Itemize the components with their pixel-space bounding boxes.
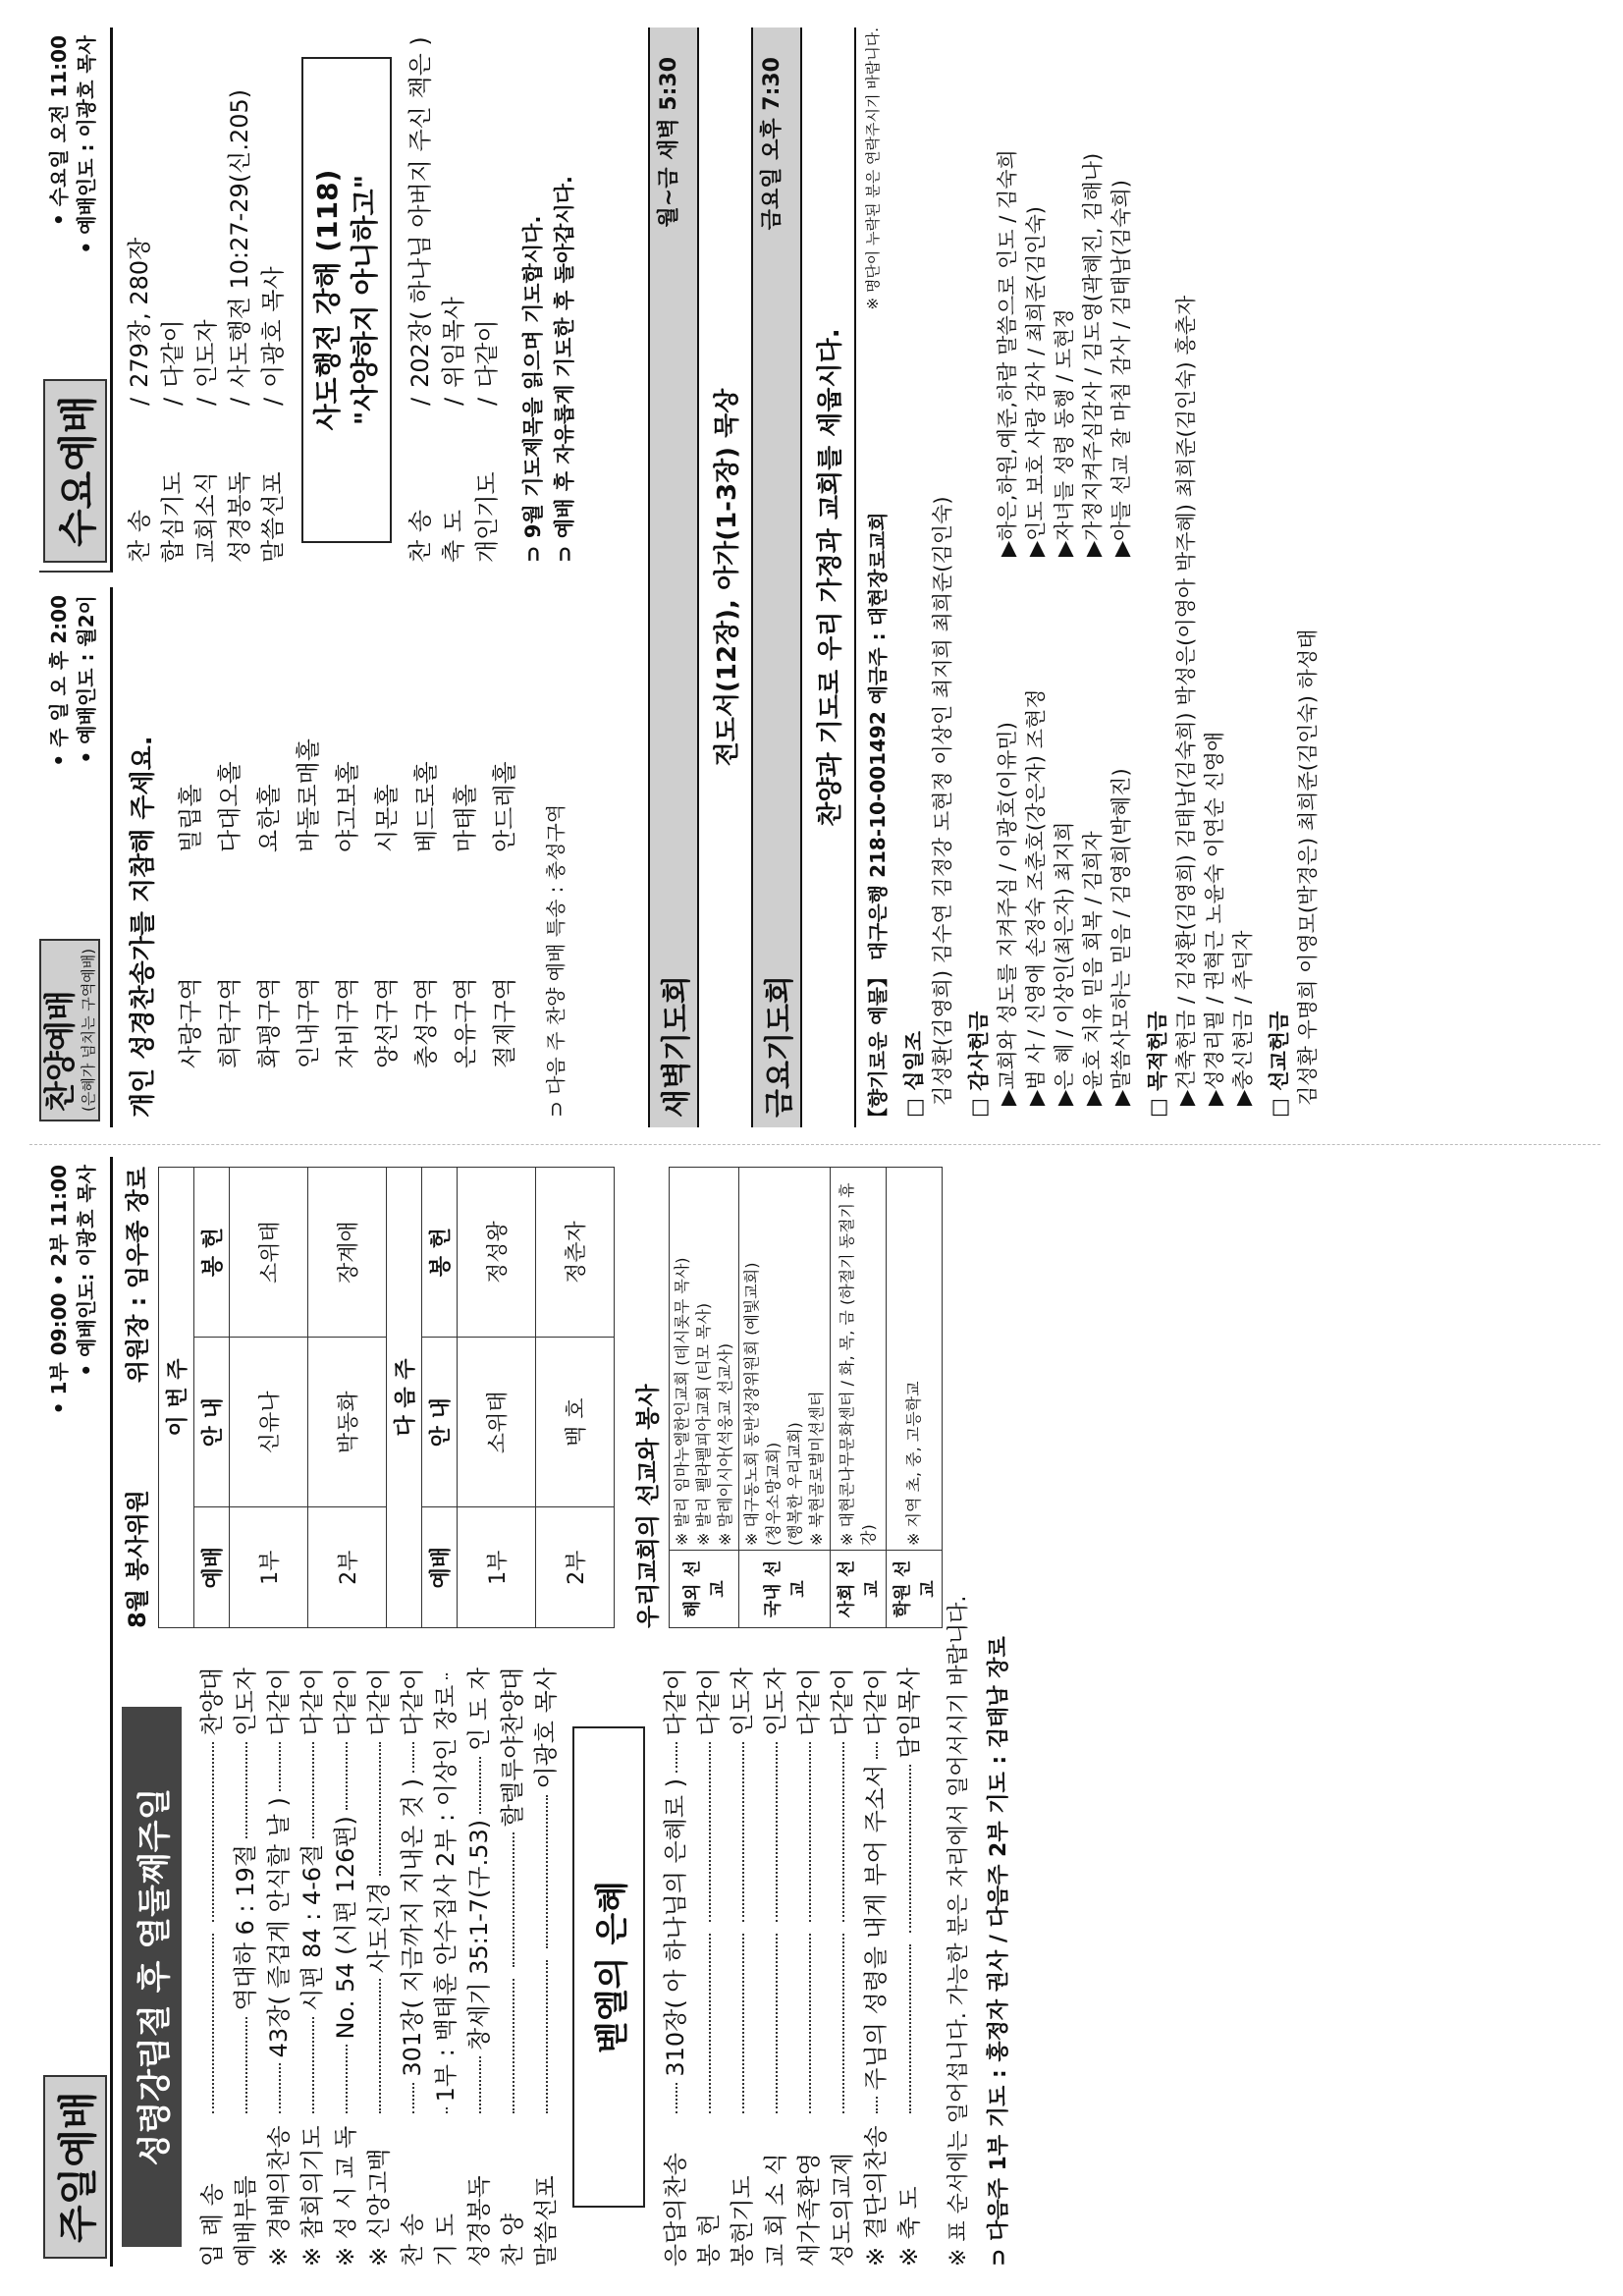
order-responsible: 인 도 자 — [465, 1667, 493, 1751]
district-hall: 시몬홀 — [373, 784, 401, 852]
order-separator: / — [159, 397, 187, 406]
order-label: 찬 양 — [499, 2214, 526, 2267]
order-separator: / — [473, 397, 501, 406]
table-cell: 소위태 — [230, 1168, 308, 1338]
leader-dots — [842, 1742, 844, 1922]
district-name: 절제구역 — [491, 977, 518, 1068]
order-responsible: 인도자 — [762, 1667, 789, 1736]
order-responsible: 다같이 — [695, 1667, 723, 1736]
mission-item: (행복한 우리교회) — [785, 1422, 804, 1546]
order-value: 202장( 하나님 아버지 주신 책은 ) — [406, 36, 434, 388]
table-cell: 정성왕 — [458, 1168, 536, 1338]
table-cell: 소위태 — [458, 1338, 536, 1507]
order-responsible: 다같이 — [862, 1667, 890, 1736]
service-team-column — [118, 1167, 943, 1628]
order-value: 역대하 6 : 19절 — [232, 1844, 259, 2011]
offering-lines — [994, 27, 1136, 1106]
order-label: 교 회 소 식 — [762, 2153, 789, 2267]
offering-line: ▶교회와 성도를 지켜주심 / 이광호(이유민) — [996, 722, 1019, 1106]
offering-line: ▶성경리필 / 권혁근 노윤숙 이연순 신영애 — [1203, 731, 1226, 1106]
leader-dots — [479, 1757, 481, 1814]
sunday-leader: • 예배인도: 이광호 목사 — [75, 1165, 98, 1377]
offering-section-title: □ 감사헌금 — [967, 1011, 991, 1118]
mission-items — [670, 1168, 739, 1551]
wednesday-order-list — [123, 27, 290, 563]
order-row — [156, 27, 189, 563]
order-row — [826, 1667, 859, 2267]
col-offering: 봉 헌 — [422, 1168, 458, 1338]
order-value: 1부 : 백태훈 안수집사 2부 : 이상인 장로 — [432, 1684, 460, 2103]
leader-dots — [412, 2083, 414, 2113]
order-row — [329, 1667, 362, 2267]
offering-line: ▶충신헌금 / 추덕자 — [1231, 930, 1255, 1106]
leader-dots — [245, 2017, 247, 2113]
praise-title: 찬양예배 — [41, 990, 79, 1112]
order-label: 기 도 — [432, 2214, 460, 2267]
table-cell: 백 호 — [536, 1338, 615, 1507]
prayer-and-offering-section — [648, 27, 1323, 1127]
order-value: 사도신경 — [365, 1882, 393, 1974]
leader-dots — [279, 1742, 281, 1792]
service-chair: 위원장 : 임우종 장로 — [124, 1167, 151, 1384]
wednesday-worship-section — [39, 27, 580, 573]
offering-line: ▶아들 선교 잘 마침 감사 / 김태남(김숙희) — [1109, 180, 1133, 557]
order-row — [123, 27, 156, 563]
wednesday-sermon-series: 사도행전 강해 (118) — [311, 169, 344, 431]
order-separator: / — [259, 397, 287, 406]
order-responsible: 다같이 — [365, 1667, 393, 1736]
leader-dots — [809, 1742, 811, 1922]
leader-dots — [412, 1742, 414, 1773]
order-separator: / — [440, 397, 467, 406]
leader-dots — [513, 1832, 514, 1967]
order-label: ※ 결단의찬송 — [862, 2125, 890, 2267]
order-row — [189, 27, 223, 563]
next-week-label: 다 음 주 — [387, 1168, 422, 1628]
leader-dots — [842, 1934, 844, 2113]
order-value: 시편 84 : 4-6절 — [298, 1843, 326, 2011]
leader-dots — [446, 1673, 448, 1679]
sunday-theme: 성령강림절 후 열둘째주일 — [122, 1707, 182, 2247]
wednesday-sermon-box — [301, 57, 392, 543]
missions-table — [669, 1167, 943, 1628]
col-guide: 안 내 — [194, 1338, 230, 1507]
sunday-footer-prayer: ⊃ 다음주 1부 기도 : 홍정자 권사 / 다음주 2부 기도 : 김태남 장로 — [987, 1636, 1011, 2267]
order-row — [792, 1667, 826, 2267]
order-responsible: 다같이 — [298, 1667, 326, 1736]
offering-sections — [900, 27, 1323, 1118]
leader-dots — [546, 1960, 548, 2113]
order-label: 합심기도 — [159, 471, 187, 563]
mission-items — [887, 1168, 943, 1551]
offering-line: ▶건축헌금 / 김성환(김영희) 김태남(김숙희) 박성은(이영아 박주혜) 최희준(김인숙) 홍춘자 — [1174, 295, 1198, 1106]
order-responsible: 담임목사 — [895, 1667, 923, 1759]
leader-dots — [479, 2056, 481, 2113]
sunday-times-block — [45, 1165, 100, 1414]
mission-item: ※ 대현콘나무문화센터 / 화, 목, 금 (하절기 동절기 휴강) — [838, 1182, 878, 1546]
order-value: No. 54 (시편 126편) — [332, 1816, 359, 2040]
order-row — [659, 1667, 692, 2267]
order-row — [429, 1667, 462, 2267]
order-row — [296, 1667, 329, 2267]
order-row — [262, 1667, 296, 2267]
order-label: 봉 헌 — [695, 2214, 723, 2267]
order-row — [404, 27, 437, 563]
offering-line: 김성환 우명희 이영모(박경은) 최희준(김인숙) 하성태 — [1296, 629, 1320, 1106]
district-row — [328, 587, 367, 1068]
order-separator: / — [192, 397, 220, 406]
leader-dots — [742, 1934, 744, 2113]
sunday-footer-note: ※ 표 순서에는 일어섭니다. 가능한 분은 자리에서 일어서시기 바랍니다. — [947, 1595, 971, 2267]
order-responsible: 다같이 — [399, 1667, 426, 1736]
leader-dots — [279, 2063, 281, 2113]
district-hall: 빌립홀 — [177, 784, 204, 852]
offering-account: 【향기로운 예물】 대구은행 218-10-001492 예금주 : 대현장로교회 — [866, 512, 890, 1127]
order-responsible: 인도자 — [232, 1667, 259, 1736]
district-name: 자비구역 — [334, 977, 361, 1068]
leader-dots — [379, 1979, 381, 2113]
district-row — [210, 587, 249, 1068]
order-label: 성경봉독 — [465, 2175, 493, 2267]
order-row — [437, 27, 470, 563]
sunday-times: • 1부 09:00 • 2부 11:00 — [47, 1165, 71, 1415]
praise-intro: 개인 성경찬송가를 지참해 주세요. — [129, 736, 158, 1118]
order-separator: / — [226, 397, 253, 406]
offering-line: ▶범 사 / 신영애 손정숙 조춘호(강은자) 조현정 — [1024, 688, 1048, 1106]
district-row — [485, 587, 524, 1068]
offering-line: ▶말씀사모하는 믿음 / 김영희(박혜진) — [1109, 768, 1133, 1106]
order-label: ※ 성 시 교 독 — [332, 2125, 359, 2267]
order-responsible: 찬양대 — [198, 1667, 226, 1736]
col-guide: 안 내 — [422, 1338, 458, 1507]
mission-category: 해외 선교 — [670, 1551, 739, 1628]
page-divider — [29, 1144, 1600, 1145]
sunday-order-list — [195, 1667, 563, 2267]
offering-line: 김성환(김영희) 김수연 김정강 도현정 이상인 최지희 최희준(김인숙) — [931, 496, 954, 1106]
leader-dots — [312, 2017, 314, 2113]
district-name: 온유구역 — [452, 977, 479, 1068]
order-value: 이광호 목사 — [259, 266, 287, 388]
table-cell: 박동화 — [308, 1338, 387, 1507]
mission-item: ※ 북현골로벌미션센터 — [807, 1391, 826, 1546]
leader-dots — [709, 1742, 711, 1922]
offering-line: ▶하은,하원,예준,하람 말씀으로 인도 / 김숙희 — [996, 149, 1019, 557]
order-value: 279장, 280장 — [126, 237, 153, 388]
mission-item: (청우소망교회) — [764, 1442, 783, 1546]
col-worship: 예배 — [194, 1507, 230, 1628]
order-row — [362, 1667, 396, 2267]
friday-text: 찬양과 기도로 우리 가정과 교회를 세웁시다. — [816, 328, 845, 827]
order-value: 다같이 — [473, 319, 501, 388]
district-hall: 바돌로매홀 — [295, 738, 322, 852]
order-label: ※ 참회의기도 — [298, 2125, 326, 2267]
order-value: 301장( 지금까지 지내온 것 ) — [399, 1777, 426, 2077]
order-label: 입 례 송 — [198, 2183, 226, 2267]
order-label: 찬 송 — [126, 510, 153, 563]
order-label: 말씀선포 — [532, 2175, 560, 2267]
district-name: 양선구역 — [373, 977, 401, 1068]
order-separator: / — [126, 397, 153, 406]
order-label: 개인기도 — [473, 471, 501, 563]
order-value: 창세기 35:1-7(구.53) — [465, 1819, 493, 2050]
mission-items — [739, 1168, 831, 1551]
leader-dots — [513, 1979, 514, 2113]
praise-worship-section — [39, 587, 568, 1127]
order-row — [859, 1667, 893, 2267]
offering-line: ▶인도 보호 사랑 감사 / 최희준(김인숙) — [1024, 206, 1048, 557]
offering-line: ▶자녀들 성령 동행 / 도현정 — [1053, 308, 1076, 557]
mission-category: 학원 선교 — [887, 1551, 943, 1628]
col-offering: 봉 헌 — [194, 1168, 230, 1338]
order-row — [529, 1667, 563, 2267]
order-label: 교회소식 — [192, 471, 220, 563]
order-row — [726, 1667, 759, 2267]
order-value: 주님의 성령을 내게 부어 주소서 — [862, 1764, 890, 2091]
offering-section-title: □ 선교헌금 — [1268, 1011, 1291, 1118]
leader-dots — [676, 1742, 677, 1773]
weekly-services-panel — [39, 27, 1600, 1127]
table-cell: 2부 — [308, 1507, 387, 1628]
order-value: 위임목사 — [440, 297, 467, 388]
friday-title: 금요기도회 — [763, 975, 797, 1118]
order-responsible: 인도자 — [729, 1667, 756, 1736]
order-value: 인도자 — [192, 319, 220, 388]
district-name: 사랑구역 — [177, 977, 204, 1068]
order-separator: / — [406, 397, 434, 406]
district-row — [171, 587, 210, 1068]
mission-item: ※ 발리 임마누엘한인교회 (데시롯무 목사) — [673, 1257, 691, 1546]
district-row — [289, 587, 328, 1068]
missions-title: 우리교회의 선교와 봉사 — [634, 1384, 662, 1628]
order-label: ※ 축 도 — [895, 2186, 923, 2267]
district-list — [171, 587, 524, 1068]
order-responsible: 다같이 — [829, 1667, 856, 1736]
wednesday-times: • 수요일 오전 11:00 — [47, 35, 71, 226]
order-row — [195, 1667, 229, 2267]
order-label: 새가족환영 — [795, 2153, 823, 2267]
leader-dots — [809, 1934, 811, 2113]
order-row — [229, 1667, 262, 2267]
order-row — [692, 1667, 726, 2267]
leader-dots — [346, 2045, 348, 2113]
offering-note: ※ 명단이 누락된 분은 연락주시기 바랍니다. — [864, 27, 882, 310]
district-hall: 베드로홀 — [412, 761, 440, 852]
leader-dots — [876, 2097, 878, 2113]
praise-times: • 주 일 오 후 2:00 — [47, 595, 71, 767]
offering-line: ▶은 혜 / 이상인(최은자) 최지희 — [1053, 821, 1076, 1106]
district-row — [446, 587, 485, 1068]
district-hall: 안드레홀 — [491, 761, 518, 852]
leader-dots — [446, 2107, 448, 2113]
order-row — [462, 1667, 496, 2267]
leader-dots — [212, 1934, 214, 2113]
wednesday-note: ⊃ 예배 후 자유롭게 기도한 후 돌아갑시다. — [553, 175, 576, 563]
mission-item: ※ 대구동노회 동반성장위원회 (예빛교회) — [742, 1262, 761, 1546]
leader-dots — [776, 1934, 778, 2113]
order-row — [759, 1667, 792, 2267]
mission-item: ※ 지역 초, 중, 고등학교 — [904, 1381, 923, 1546]
leader-dots — [909, 1765, 911, 1934]
dawn-title: 새벽기도회 — [660, 975, 694, 1118]
leader-dots — [709, 1934, 711, 2113]
district-hall: 다대오홀 — [216, 761, 243, 852]
service-month-title: 8월 봉사위원 — [124, 1490, 151, 1628]
order-value: 43장( 즐겁게 안식할 날 ) — [265, 1797, 293, 2058]
order-row — [256, 27, 290, 563]
leader-dots — [312, 1742, 314, 1838]
order-responsible: 다같이 — [332, 1667, 359, 1736]
table-cell: 장계애 — [308, 1168, 387, 1338]
leader-dots — [909, 1944, 911, 2113]
offering-lines — [929, 27, 957, 1106]
district-name: 희락구역 — [216, 977, 243, 1068]
leader-dots — [676, 2083, 677, 2113]
district-row — [249, 587, 289, 1068]
order-label: 축 도 — [440, 510, 467, 563]
sunday-header — [39, 1157, 113, 2267]
order-value: 310장( 아 하나님의 은혜로 ) — [662, 1777, 689, 2077]
order-label: 성도의교제 — [829, 2153, 856, 2267]
leader-dots — [742, 1742, 744, 1922]
order-label: 찬 송 — [406, 510, 434, 563]
mission-category: 국내 선교 — [739, 1551, 831, 1628]
praise-leader: • 예배인도 : 월2이 — [75, 595, 98, 764]
order-label: 찬 송 — [399, 2214, 426, 2267]
leader-dots — [876, 1742, 878, 1759]
order-label: 성경봉독 — [226, 471, 253, 563]
service-this-week-table — [158, 1167, 615, 1628]
praise-next-note: ⊃ 다음 주 찬양 예배 특송 : 충성구역 — [544, 803, 568, 1118]
table-cell: 신유나 — [230, 1338, 308, 1507]
leader-dots — [379, 1742, 381, 1877]
offering-lines — [1172, 27, 1258, 1106]
offering-section-title: □ 목적헌금 — [1146, 1011, 1169, 1118]
order-responsible: 이광호 목사 — [532, 1667, 560, 1789]
leader-dots — [346, 1742, 348, 1811]
order-value: 사도행전 10:27-29(신.205) — [226, 88, 253, 388]
order-responsible: 다같이 — [662, 1667, 689, 1736]
this-week-label: 이 번 주 — [159, 1168, 194, 1628]
order-label: ※ 신앙고백 — [365, 2148, 393, 2267]
order-row — [893, 1667, 926, 2267]
order-label: ※ 경배의찬송 — [265, 2125, 293, 2267]
district-row — [367, 587, 406, 1068]
wednesday-sermon-title: "사양하지 아니하고" — [349, 174, 381, 426]
offering-section-title: □ 십일조 — [902, 1030, 926, 1118]
order-value: 다같이 — [159, 319, 187, 388]
order-label: 응답의찬송 — [662, 2153, 689, 2267]
wednesday-leader: • 예배인도 : 이광호 목사 — [75, 35, 98, 254]
sunday-order-column — [118, 1595, 1012, 2267]
order-row — [223, 27, 256, 563]
table-cell: 2부 — [536, 1507, 615, 1628]
sunday-title: 주일예배 — [43, 2075, 107, 2259]
order-responsible: 다같이 — [795, 1667, 823, 1736]
order-label: 말씀선포 — [259, 471, 287, 563]
table-cell: 정춘자 — [536, 1168, 615, 1338]
leader-dots — [212, 1742, 214, 1922]
wednesday-order-list-2 — [404, 27, 504, 563]
order-label: 예배부름 — [232, 2175, 259, 2267]
district-hall: 야고보홀 — [334, 761, 361, 852]
mission-category: 사회 선교 — [831, 1551, 887, 1628]
friday-time: 금요일 오후 7:30 — [760, 57, 784, 231]
wednesday-note: ⊃ 9월 기도제목을 읽으며 기도합시다. — [521, 215, 545, 563]
district-name: 인내구역 — [295, 977, 322, 1068]
mission-item: ※ 발리 펠라펠피아교회 (티모 목사) — [694, 1302, 713, 1546]
offering-lines — [1294, 27, 1323, 1106]
dawn-time: 월~금 새벽 5:30 — [657, 57, 681, 228]
district-name: 충성구역 — [412, 977, 440, 1068]
mission-item: ※ 말레이시아(석웅교 선교사) — [716, 1342, 734, 1546]
order-row — [470, 27, 504, 563]
table-cell: 1부 — [458, 1507, 536, 1628]
order-row — [396, 1667, 429, 2267]
order-responsible: 할렐루야찬양대 — [499, 1667, 526, 1828]
praise-subtitle: (은혜가 넘치는 구역예배) — [80, 948, 97, 1112]
leader-dots — [776, 1742, 778, 1922]
order-responsible: 다같이 — [265, 1667, 293, 1736]
order-label: 봉헌기도 — [729, 2175, 756, 2267]
wednesday-title: 수요예배 — [43, 379, 107, 563]
district-row — [406, 587, 446, 1068]
dawn-text: 전도서(12장), 아가(1-3장) 묵상 — [713, 388, 742, 767]
sunday-worship-panel — [39, 1157, 1600, 2267]
mission-items — [831, 1168, 887, 1551]
sunday-order-list-2 — [659, 1667, 926, 2267]
district-name: 화평구역 — [255, 977, 283, 1068]
offering-line: ▶가정지켜주심감사 / 김도영(곽혜진, 김해나) — [1081, 152, 1105, 557]
table-cell: 1부 — [230, 1507, 308, 1628]
district-hall: 마태홀 — [452, 784, 479, 852]
col-worship: 예배 — [422, 1507, 458, 1628]
district-hall: 요한홀 — [255, 784, 283, 852]
sunday-sermon-title: 벧엘의 은혜 — [572, 1726, 645, 2208]
leader-dots — [245, 1742, 247, 1838]
order-row — [496, 1667, 529, 2267]
leader-dots — [546, 1795, 548, 1948]
offering-line: ▶윤호 치유 믿음 회복 / 김희자 — [1081, 831, 1105, 1106]
